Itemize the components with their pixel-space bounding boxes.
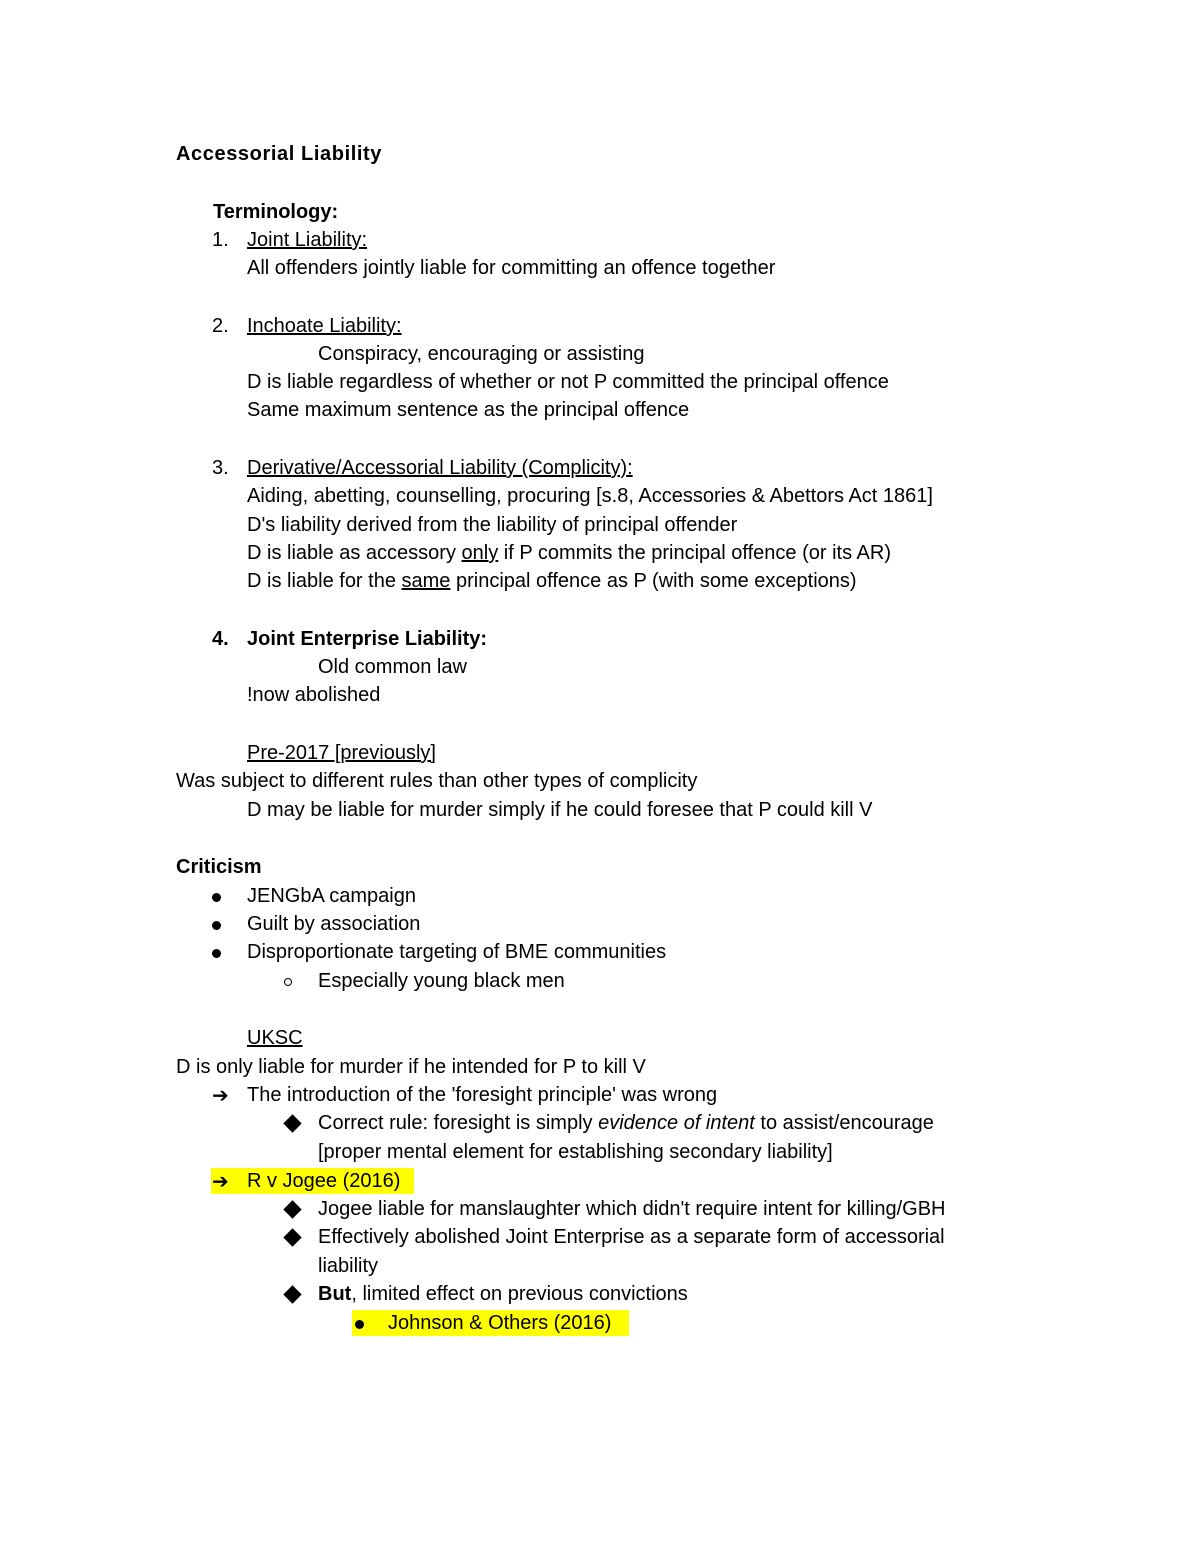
inchoate-liability-label: Inchoate Liability: [247,315,402,337]
jogee-point-2: Effectively abolished Joint Enterprise as a separate form of accessorial [318,1226,945,1248]
joint-enterprise-text-2: !now abolished [247,684,381,706]
emphasis-only: only [461,542,499,564]
diamond-bullet-icon [283,1114,301,1132]
criticism-bullet-3: Disproportionate targeting of BME communities [247,941,667,963]
derivative-liability-label: Derivative/Accessorial Liability (Complicity): [247,457,633,479]
pre-2017-label: Pre-2017 [previously] [247,742,436,764]
list-number-1: 1. [212,229,229,251]
diamond-bullet-icon [283,1228,301,1246]
hollow-bullet-icon [284,978,292,986]
bullet-icon [212,893,221,902]
diamond-bullet-icon [283,1285,301,1303]
bullet-icon [355,1320,364,1329]
bullet-icon [212,921,221,930]
terminology-heading: Terminology: [213,201,339,223]
inchoate-liability-text-3: Same maximum sentence as the principal offence [247,399,690,421]
uksc-correct-rule-cont: [proper mental element for establishing secondary liability] [318,1141,833,1163]
joint-enterprise-label: Joint Enterprise Liability: [247,628,488,650]
document-title: Accessorial Liability [176,143,383,165]
criticism-bullet-2: Guilt by association [247,913,421,935]
arrow-right-icon: ➔ [212,1169,229,1193]
jogee-point-3: But, limited effect on previous convictions [318,1283,688,1305]
arrow-right-icon: ➔ [212,1083,229,1107]
joint-liability-text: All offenders jointly liable for committing an offence together [247,257,776,279]
uksc-arrow-1: The introduction of the 'foresight principle' was wrong [247,1084,718,1106]
derivative-liability-text-1: Aiding, abetting, counselling, procuring [s.8, Accessories & Abettors Act 1861] [247,485,933,507]
derivative-liability-text-4: D is liable for the same principal offence as P (with some exceptions) [247,570,857,592]
uksc-correct-rule: Correct rule: foresight is simply evidence of intent to assist/encourage [318,1112,934,1134]
case-jogee: R v Jogee (2016) [247,1170,401,1192]
diamond-bullet-icon [283,1200,301,1218]
emphasis-same: same [401,570,451,592]
uksc-text: D is only liable for murder if he intended for P to kill V [176,1056,646,1078]
list-number-2: 2. [212,315,229,337]
criticism-sub-bullet: Especially young black men [318,970,565,992]
list-number-3: 3. [212,457,229,479]
jogee-point-2-cont: liability [318,1255,379,1277]
criticism-heading: Criticism [176,856,262,878]
uksc-label: UKSC [247,1027,303,1049]
bullet-icon [212,949,221,958]
joint-enterprise-text-1: Old common law [318,656,467,678]
emphasis-but: But [318,1283,352,1305]
jogee-point-1: Jogee liable for manslaughter which didn't require intent for killing/GBH [318,1198,946,1220]
inchoate-liability-text-2: D is liable regardless of whether or not P committed the principal offence [247,371,889,393]
derivative-liability-text-3: D is liable as accessory only if P commits the principal offence (or its AR) [247,542,891,564]
inchoate-liability-text-1: Conspiracy, encouraging or assisting [318,343,645,365]
joint-liability-label: Joint Liability: [247,229,368,251]
derivative-liability-text-2: D's liability derived from the liability of principal offender [247,514,738,536]
pre-2017-text-1: Was subject to different rules than other types of complicity [176,770,698,792]
emphasis-evidence-of-intent: evidence of intent [598,1112,755,1134]
pre-2017-text-2: D may be liable for murder simply if he could foresee that P could kill V [247,799,873,821]
case-johnson: Johnson & Others (2016) [388,1312,612,1334]
list-number-4: 4. [212,628,229,650]
criticism-bullet-1: JENGbA campaign [247,885,416,907]
